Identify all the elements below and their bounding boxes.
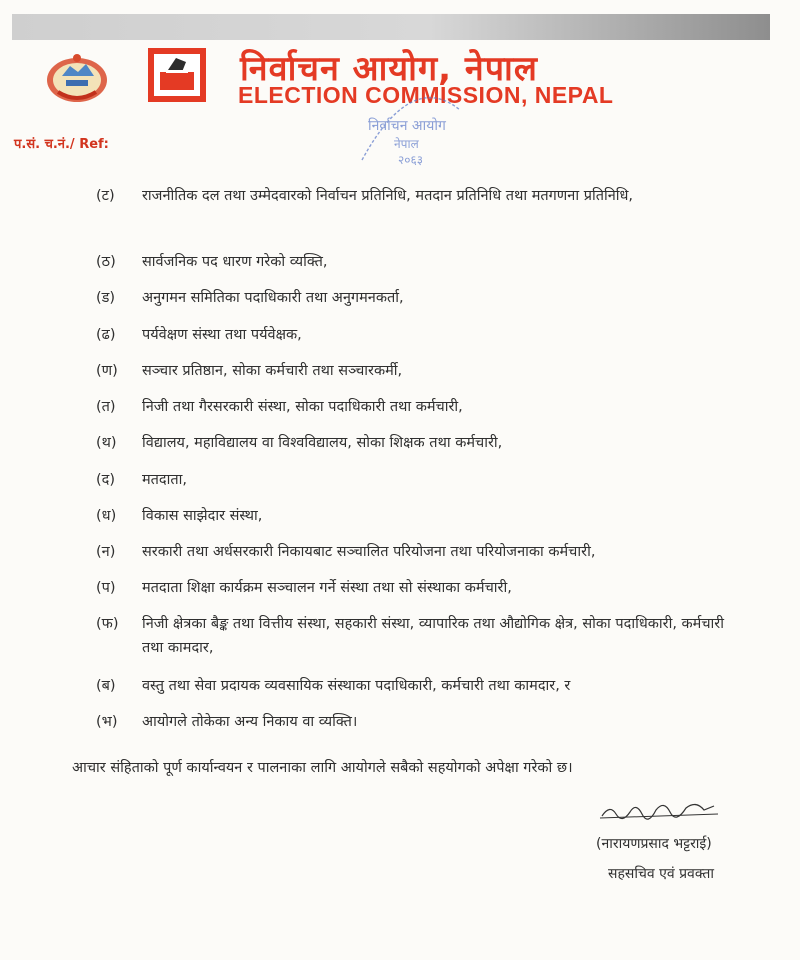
stamp-line-3: २०६३	[398, 153, 423, 167]
stamp-line-2: नेपाल	[394, 137, 419, 151]
list-item-marker: (भ)	[96, 714, 118, 730]
election-commission-logo-icon	[148, 48, 206, 102]
list-item-text: राजनीतिक दल तथा उम्मेदवारको निर्वाचन प्रतिनिधि, मतदान प्रतिनिधि तथा मतगणना प्रतिनिधि,	[142, 188, 634, 204]
list-item-marker: (फ)	[96, 616, 119, 632]
list-item-marker: (न)	[96, 544, 116, 560]
list-item-text: मतदाता शिक्षा कार्यक्रम सञ्चालन गर्ने संस्था तथा सो संस्थाका कर्मचारी,	[142, 580, 512, 596]
list-item-text: पर्यवेक्षण संस्था तथा पर्यवेक्षक,	[142, 327, 302, 343]
list-item-marker: (थ)	[96, 435, 117, 451]
office-stamp-icon	[356, 80, 466, 170]
list-item-text: विद्यालय, महाविद्यालय वा विश्वविद्यालय, सोका शिक्षक तथा कर्मचारी,	[142, 435, 503, 451]
reference-label: प.सं. च.नं./ Ref:	[14, 137, 109, 152]
list-item-marker: (ण)	[96, 363, 118, 379]
list-item-marker: (ब)	[96, 678, 116, 694]
list-item-text: सञ्चार प्रतिष्ठान, सोका कर्मचारी तथा सञ्चारकर्मी,	[142, 363, 403, 379]
list-item-text: अनुगमन समितिका पदाधिकारी तथा अनुगमनकर्ता,	[142, 290, 404, 306]
signatory-name: (नारायणप्रसाद भट्टराई)	[596, 836, 712, 852]
handwritten-signature-icon	[596, 796, 726, 826]
list-item-marker: (ट)	[96, 188, 115, 204]
list-item-text: सार्वजनिक पद धारण गरेको व्यक्ति,	[142, 254, 328, 270]
signatory-title: सहसचिव एवं प्रवक्ता	[608, 866, 714, 882]
commission-title-nepali: निर्वाचन आयोग, नेपाल	[240, 49, 538, 89]
list-item-marker: (त)	[96, 399, 116, 415]
list-item-marker: (ड)	[96, 290, 116, 306]
list-item-text: विकास साझेदार संस्था,	[142, 508, 263, 524]
list-item-marker: (ढ)	[96, 327, 116, 343]
list-item-text: वस्तु तथा सेवा प्रदायक व्यवसायिक संस्थाका पदाधिकारी, कर्मचारी तथा कामदार, र	[142, 678, 571, 694]
list-item-marker: (द)	[96, 472, 116, 488]
header-band	[12, 14, 770, 40]
list-item-text: आयोगले तोकेका अन्य निकाय वा व्यक्ति।	[142, 714, 358, 730]
list-item-text: निजी क्षेत्रका बैङ्क तथा वित्तीय संस्था, सहकारी संस्था, व्यापारिक तथा औद्योगिक क्षेत्र, सोका पदाधिकारी, कर्मचारी तथा कामदार,	[142, 616, 724, 656]
list-item-text: सरकारी तथा अर्धसरकारी निकायबाट सञ्चालित परियोजना तथा परियोजनाका कर्मचारी,	[142, 544, 596, 560]
list-item-text: मतदाता,	[142, 472, 188, 488]
stamp-line-1: निर्वाचन आयोग	[368, 118, 446, 134]
nepal-emblem-icon	[40, 50, 114, 106]
list-item-text: निजी तथा गैरसरकारी संस्था, सोका पदाधिकारी तथा कर्मचारी,	[142, 399, 463, 415]
commission-title-english: ELECTION COMMISSION, NEPAL	[238, 82, 614, 108]
list-item-marker: (प)	[96, 580, 116, 596]
list-item-marker: (ध)	[96, 508, 117, 524]
list-item-marker: (ठ)	[96, 254, 116, 270]
closing-paragraph: आचार संहिताको पूर्ण कार्यान्वयन र पालनाका लागि आयोगले सबैको सहयोगको अपेक्षा गरेको छ।	[72, 760, 573, 776]
